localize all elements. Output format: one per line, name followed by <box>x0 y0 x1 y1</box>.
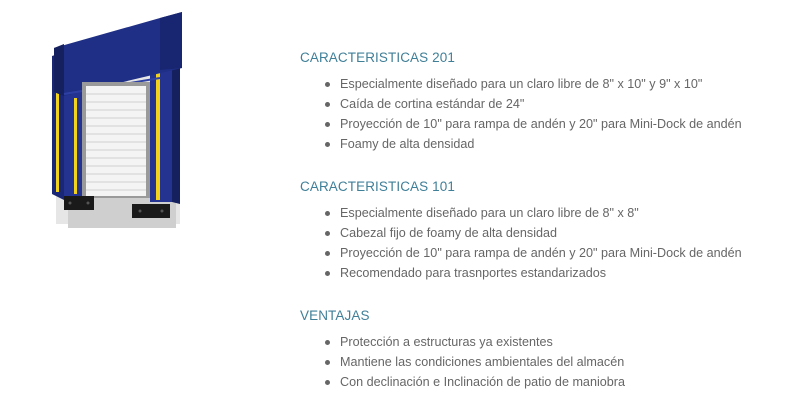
bullet-icon <box>325 82 330 87</box>
list-item <box>300 332 790 352</box>
feature-list <box>300 332 790 392</box>
list-item-text: Protección a estructuras ya existentes <box>340 335 553 349</box>
list-item-text: Foamy de alta densidad <box>340 137 475 151</box>
list-item <box>300 74 790 94</box>
list-item <box>300 352 790 372</box>
list-item <box>300 114 790 134</box>
section-caracteristicas-201 <box>300 48 790 154</box>
feature-list <box>300 74 790 154</box>
section-title: VENTAJAS <box>300 308 370 323</box>
bullet-icon <box>325 251 330 256</box>
section-caracteristicas-101 <box>300 177 790 283</box>
list-item <box>300 263 790 283</box>
list-item-text: Caída de cortina estándar de 24" <box>340 97 525 111</box>
bullet-icon <box>325 360 330 365</box>
list-item <box>300 372 790 392</box>
bullet-icon <box>325 142 330 147</box>
bullet-icon <box>325 231 330 236</box>
dock-shelter-image <box>40 8 190 230</box>
list-item-text: Recomendado para trasnportes estandarizados <box>340 266 607 280</box>
list-item <box>300 223 790 243</box>
feature-list <box>300 203 790 283</box>
list-item-text: Proyección de 10" para rampa de andén y 20" para Mini-Dock de andén <box>340 246 742 260</box>
list-item-text: Especialmente diseñado para un claro libre de 8" x 10" y 9" x 10" <box>340 77 703 91</box>
section-title: CARACTERISTICAS 101 <box>300 179 455 194</box>
section-ventajas <box>300 306 790 392</box>
bullet-icon <box>325 380 330 385</box>
list-item-text: Cabezal fijo de foamy de alta densidad <box>340 226 558 240</box>
list-item-text: Especialmente diseñado para un claro libre de 8" x 8" <box>340 206 639 220</box>
list-item-text: Con declinación e Inclinación de patio de maniobra <box>340 375 625 389</box>
list-item <box>300 203 790 223</box>
list-item <box>300 243 790 263</box>
bullet-icon <box>325 340 330 345</box>
bullet-icon <box>325 122 330 127</box>
section-title: CARACTERISTICAS 201 <box>300 50 455 65</box>
list-item <box>300 94 790 114</box>
bullet-icon <box>325 271 330 276</box>
bullet-icon <box>325 102 330 107</box>
bullet-icon <box>325 211 330 216</box>
features-content <box>300 48 790 392</box>
list-item <box>300 134 790 154</box>
list-item-text: Proyección de 10" para rampa de andén y 20" para Mini-Dock de andén <box>340 117 742 131</box>
list-item-text: Mantiene las condiciones ambientales del almacén <box>340 355 625 369</box>
